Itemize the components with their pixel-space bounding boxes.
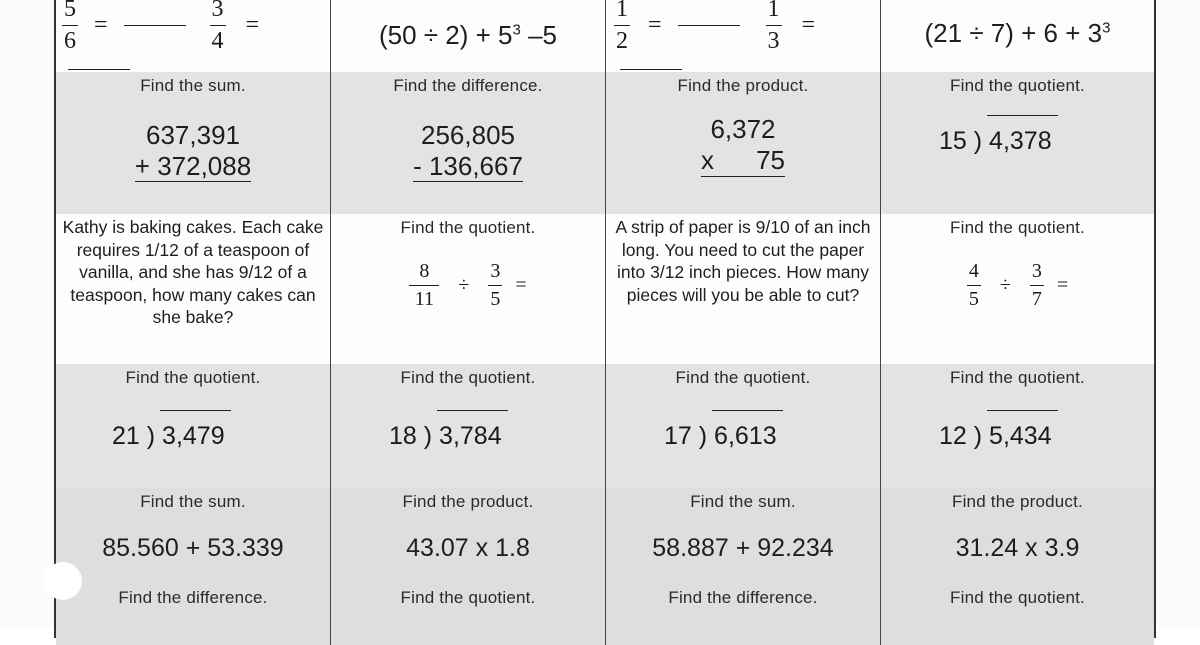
instruction-label: Find the sum. [140,76,246,95]
dividend: 3,784 [439,422,502,450]
dividend: 4,378 [989,127,1052,155]
divisor: 12 ) [939,422,983,450]
instruction-label: Find the quotient. [675,368,811,387]
divide-sign: ÷ [458,274,470,296]
denominator: 3 [767,28,780,54]
multiply-sign: x [701,145,714,175]
long-division [939,127,1052,156]
instruction-label: Find the difference. [393,76,543,95]
instruction-label: Find the product. [402,492,534,511]
order-of-operations-expression [881,18,1154,49]
fraction [766,0,782,55]
numerator: 8 [419,260,430,282]
answer-blank [678,25,740,26]
row-4 [56,364,1154,489]
exponent: 3 [1102,19,1111,37]
expression-part: (21 ÷ 7) + 6 + 3 [924,18,1103,48]
answer-blank [620,69,682,70]
denominator: 4 [211,28,224,54]
cell-r3c3 [606,214,881,364]
order-of-operations-expression [331,20,605,51]
denominator: 5 [490,288,501,310]
instruction-label: Find the quotient. [950,76,1085,95]
numerator: 5 [64,0,76,22]
cell-r3c2 [331,214,606,364]
fraction-equation [62,0,330,82]
fraction [967,260,981,311]
punch-hole [44,562,82,600]
instruction-label: Find the sum. [690,492,796,511]
denominator: 11 [414,288,434,310]
equals-sign: = [801,12,816,38]
instruction-label: Find the quotient. [950,588,1085,607]
fraction-equation [614,0,880,82]
instruction-label: Find the difference. [118,588,268,607]
dividend: 5,434 [989,422,1052,450]
cell-r2c4 [881,72,1154,214]
cell-r6c2 [331,585,606,645]
instruction-label: Find the quotient. [400,368,536,387]
answer-blank [68,69,130,70]
long-division [112,422,225,451]
divisor: 21 ) [112,422,156,450]
multiplicand: 6,372 [710,114,776,144]
cell-r5c2 [331,488,606,585]
vertical-multiplication [606,114,880,177]
numerator: 3 [1031,260,1042,282]
cell-r5c4 [881,488,1154,585]
cell-r2c2 [331,72,606,214]
cell-r3c1 [56,214,331,364]
row-6 [56,585,1154,645]
instruction-label: Find the quotient. [400,218,536,237]
instruction-label: Find the sum. [140,492,246,511]
problem-grid [54,0,1156,638]
cell-r1c2 [331,0,606,72]
long-division [664,422,777,451]
equals-sign: = [245,12,260,38]
numerator: 3 [211,0,224,22]
cell-r2c3 [606,72,881,214]
multiplier: 75 [756,145,785,175]
dividend: 6,613 [714,422,777,450]
denominator: 2 [616,28,628,54]
dividend: 3,479 [162,422,225,450]
equals-sign: = [515,274,527,296]
equals-sign: = [94,12,108,38]
addend-top: 637,391 [146,120,240,150]
fraction-division [331,260,605,311]
cell-r1c4 [881,0,1154,72]
numerator: 4 [968,260,979,282]
cell-r5c3 [606,488,881,585]
expression-part: –5 [520,20,557,50]
word-problem: Kathy is baking cakes. Each cake requires 1/12 of a teaspoon of vanilla, and she has 9/12 of a teaspoon, how many cakes can she bake? [62,217,324,327]
cell-r6c1 [56,585,331,645]
answer-blank [124,25,186,26]
cell-r2c1 [56,72,331,214]
numerator: 1 [616,0,628,22]
cell-r1c3 [606,0,881,72]
fraction [1030,260,1044,311]
fraction [614,0,630,55]
instruction-label: Find the quotient. [125,368,261,387]
divisor: 15 ) [939,127,983,155]
exponent: 3 [512,21,521,39]
row-5 [56,488,1154,586]
long-division [939,422,1052,451]
fraction [62,0,78,55]
numerator: 3 [490,260,501,282]
expression-part: (50 ÷ 2) + 5 [378,20,513,50]
row-3 [56,214,1154,365]
vertical-addition [56,120,330,182]
fraction-division [881,260,1154,311]
denominator: 6 [64,28,76,54]
divide-sign: ÷ [999,274,1011,296]
decimal-expression: 31.24 x 3.9 [955,534,1080,562]
word-problem: A strip of paper is 9/10 of an inch long. You need to cut the paper into 3/12 inch pieces. How many pieces will you be able to cut? [615,217,871,305]
fraction [488,260,502,311]
decimal-expression: 58.887 + 92.234 [652,534,834,562]
cell-r3c4 [881,214,1154,364]
long-division [389,422,502,451]
decimal-expression: 43.07 x 1.8 [406,534,530,562]
divisor: 18 ) [389,422,433,450]
fraction [210,0,226,55]
cell-r4c3 [606,364,881,488]
instruction-label: Find the quotient. [400,588,536,607]
row-2 [56,72,1154,215]
instruction-label: Find the product. [677,76,809,95]
cell-r4c1 [56,364,331,488]
equals-sign: = [1056,274,1069,296]
cell-r4c2 [331,364,606,488]
instruction-label: Find the quotient. [950,368,1085,387]
minuend: 256,805 [421,120,515,150]
cell-r5c1 [56,488,331,585]
cell-r6c3 [606,585,881,645]
vertical-subtraction [331,120,605,182]
instruction-label: Find the difference. [668,588,818,607]
numerator: 1 [767,0,780,22]
divisor: 17 ) [664,422,708,450]
instruction-label: Find the product. [952,492,1083,511]
cell-r6c4 [881,585,1154,645]
instruction-label: Find the quotient. [950,218,1085,237]
fraction [409,260,439,311]
addend-bottom: + 372,088 [134,151,252,181]
subtrahend: - 136,667 [413,151,523,181]
denominator: 7 [1031,288,1042,310]
denominator: 5 [968,288,979,310]
cell-r4c4 [881,364,1154,488]
cell-r1c1 [56,0,331,72]
decimal-expression: 85.560 + 53.339 [102,534,284,562]
equals-sign: = [648,12,662,38]
row-1 [56,0,1154,73]
